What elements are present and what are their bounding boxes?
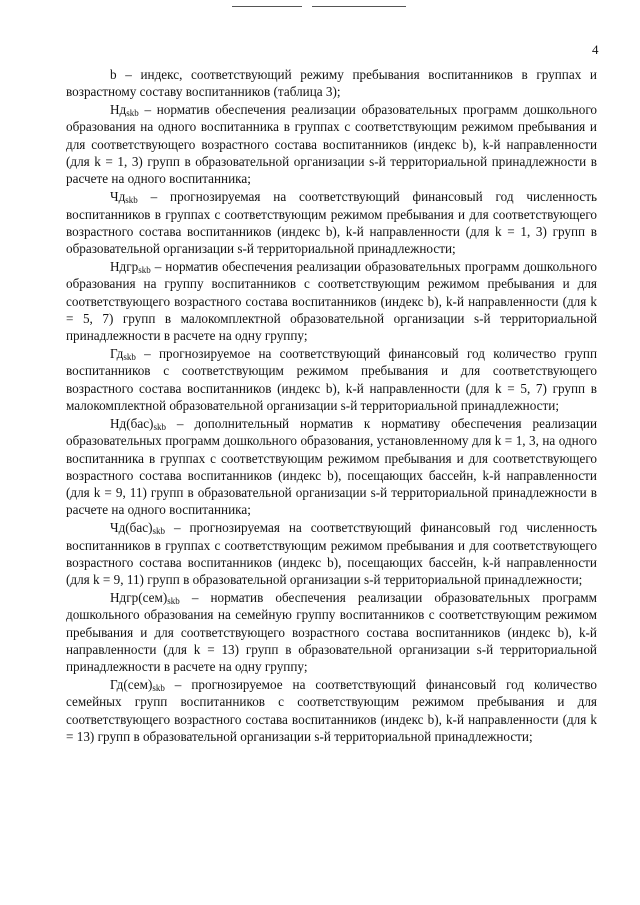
term: Нд(бас) bbox=[110, 415, 154, 431]
paragraph-gd-sem bbox=[66, 676, 597, 745]
term-subscript: skb bbox=[153, 421, 166, 432]
term-subscript: skb bbox=[152, 683, 165, 694]
paragraph-text: – прогнозируемое на соответствующий финансовый год количество семейных групп воспитанников с соответствующим режимом пребывания и для соответствующего возрастного состава воспитанников (индекс b), k-й направленности (для k = 13) групп в образовательной организации s-й территориальной принадлежности; bbox=[66, 677, 597, 745]
paragraph-text: – прогнозируемая на соответствующий финансовый год численность воспитанников в группах с соответствующим режимом пребывания и для соответствующего возрастного состава воспитанников (индекс b), посещающих бассейн, k-й направленности (для k = 9, 11) групп в образовательной организации s-й территориальной принадлежности; bbox=[66, 520, 597, 588]
term-subscript: skb bbox=[138, 265, 151, 276]
header-rule-right bbox=[312, 6, 406, 7]
header-rule-left bbox=[232, 6, 302, 7]
term-subscript: skb bbox=[125, 195, 138, 206]
paragraph-text: b – индекс, соответствующий режиму пребывания воспитанников в группах и возрастному составу воспитанников (таблица 3); bbox=[66, 67, 597, 100]
term-subscript: skb bbox=[126, 108, 139, 119]
paragraph-chd-bas bbox=[66, 519, 597, 588]
paragraph-text: – норматив обеспечения реализации образовательных программ дошкольного образования на группу воспитанников с соответствующим режимом пребывания и для соответствующего возрастного состава воспитанников (индекс b), k-й направленности (для k = 5, 7) групп в малокомплектной образовательной организации s-й территориальной принадлежности в расчете на одну группу; bbox=[66, 259, 597, 344]
paragraph-text: – прогнозируемое на соответствующий финансовый год количество групп воспитанников с соответствующим режимом пребывания и для соответствующего возрастного состава воспитанников (индекс b), k-й направленности (для k = 5, 7) групп в малокомплектной образовательной организации s-й территориальной принадлежности; bbox=[66, 346, 597, 414]
term: Гд(сем) bbox=[110, 677, 153, 693]
paragraph-index-b bbox=[66, 66, 597, 101]
term: Нд bbox=[110, 102, 127, 118]
term-subscript: skb bbox=[167, 596, 180, 607]
term: Чд(бас) bbox=[110, 520, 153, 536]
term-subscript: skb bbox=[152, 526, 165, 537]
page-number: 4 bbox=[592, 42, 599, 57]
paragraph-gd bbox=[66, 345, 597, 414]
term-subscript: skb bbox=[123, 352, 136, 363]
paragraph-nd-bas bbox=[66, 415, 597, 519]
paragraph-ndgr bbox=[66, 258, 597, 344]
paragraph-ndgr-sem bbox=[66, 589, 597, 675]
document-body bbox=[66, 66, 597, 745]
term: Ндгр(сем) bbox=[110, 590, 168, 606]
paragraph-text: – дополнительный норматив к нормативу обеспечения реализации образовательных программ дошкольного образования, установленному для k = 1, 3, на одного воспитанника в группах с соответствующим режимом пребывания и для соответствующего возрастного состава воспитанников (индекс b), посещающих бассейн, k-й направленности (для k = 9, 11) групп в образовательной организации s-й территориальной принадлежности в расчете на одного воспитанника; bbox=[66, 415, 597, 518]
paragraph-chd bbox=[66, 188, 597, 257]
term: Чд bbox=[110, 189, 126, 205]
paragraph-nd bbox=[66, 101, 597, 187]
term: Ндгр bbox=[110, 259, 139, 275]
paragraph-text: – норматив обеспечения реализации образовательных программ дошкольного образования на одного воспитанника в группах с соответствующим режимом пребывания и для соответствующего возрастного состава воспитанников (индекс b), k-й направленности (для k = 1, 3) групп в образовательной организации s-й территориальной принадлежности в расчете на одного воспитанника; bbox=[66, 102, 597, 187]
paragraph-text: – норматив обеспечения реализации образовательных программ дошкольного образования на семейную группу воспитанников с соответствующим режимом пребывания и для соответствующего возрастного состава воспитанников (индекс b), k-й направленности (для k = 13) групп в образовательной организации s-й территориальной принадлежности в расчете на одну группу; bbox=[66, 590, 597, 675]
paragraph-text: – прогнозируемая на соответствующий финансовый год численность воспитанников в группах с соответствующим режимом пребывания и для соответствующего возрастного состава воспитанников (индекс b), k-й направленности (для k = 1, 3) групп в образовательной организации s-й территориальной принадлежности; bbox=[66, 189, 597, 257]
term: Гд bbox=[110, 346, 124, 362]
